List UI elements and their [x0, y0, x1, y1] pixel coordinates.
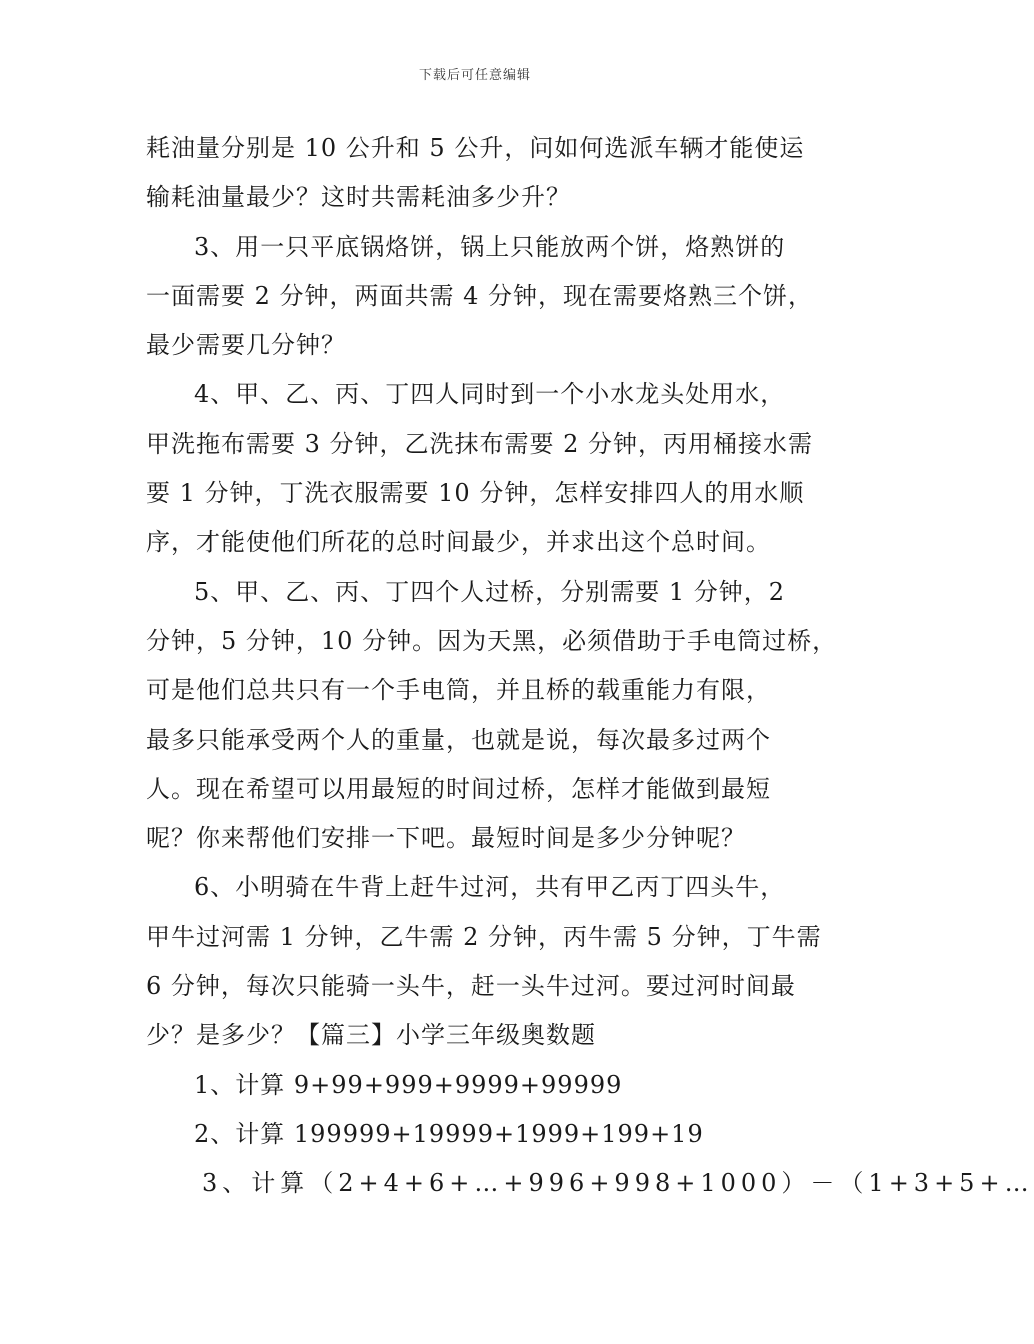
- text-line: 人。现在希望可以用最短的时间过桥，怎样才能做到最短: [146, 774, 771, 803]
- text-line: 呢？你来帮他们安排一下吧。最短时间是多少分钟呢？: [146, 824, 746, 853]
- text-line: 3、用一只平底锅烙饼，锅上只能放两个饼，烙熟饼的: [194, 232, 786, 261]
- text-line: 一面需要 2 分钟，两面共需 4 分钟，现在需要烙熟三个饼，: [146, 281, 814, 310]
- page-header: 下载后可任意编辑: [418, 68, 531, 83]
- text-line: 分钟，5 分钟，10 分钟。因为天黑，必须借助于手电筒过桥，: [146, 626, 838, 655]
- text-line: 输耗油量最少？这时共需耗油多少升？: [146, 183, 571, 212]
- text-line: 1、计算 9+99+999+9999+99999: [194, 1070, 623, 1099]
- text-line: 6 分钟，每次只能骑一头牛，赶一头牛过河。要过河时间最: [146, 972, 796, 1001]
- text-line: 4、甲、乙、丙、丁四人同时到一个小水龙头处用水，: [194, 380, 786, 409]
- text-line: 5、甲、乙、丙、丁四个人过桥，分别需要 1 分钟，2: [194, 577, 786, 606]
- text-line: 要 1 分钟，丁洗衣服需要 10 分钟，怎样安排四人的用水顺: [146, 479, 805, 508]
- text-line: 6、小明骑在牛背上赶牛过河，共有甲乙丙丁四头牛，: [194, 873, 786, 902]
- text-line: 甲洗拖布需要 3 分钟，乙洗抹布需要 2 分钟，丙用桶接水需: [146, 429, 814, 458]
- text-line: 最多只能承受两个人的重量，也就是说，每次最多过两个: [146, 725, 771, 754]
- text-line: 3、计算（2+4+6+…+996+998+1000）－（1+3+5+…: [202, 1169, 1034, 1198]
- text-line: 可是他们总共只有一个手电筒，并且桥的载重能力有限，: [146, 676, 771, 705]
- document-body: [146, 124, 1034, 1209]
- text-line: 最少需要几分钟？: [146, 331, 346, 360]
- text-line: 序，才能使他们所花的总时间最少，并求出这个总时间。: [146, 528, 771, 557]
- text-line: 少？是多少？【篇三】小学三年级奥数题: [146, 1021, 596, 1050]
- text-line: 2、计算 199999+19999+1999+199+19: [194, 1119, 704, 1148]
- text-line: 耗油量分别是 10 公升和 5 公升，问如何选派车辆才能使运: [146, 134, 805, 162]
- text-line: 甲牛过河需 1 分钟，乙牛需 2 分钟，丙牛需 5 分钟，丁牛需: [146, 922, 822, 951]
